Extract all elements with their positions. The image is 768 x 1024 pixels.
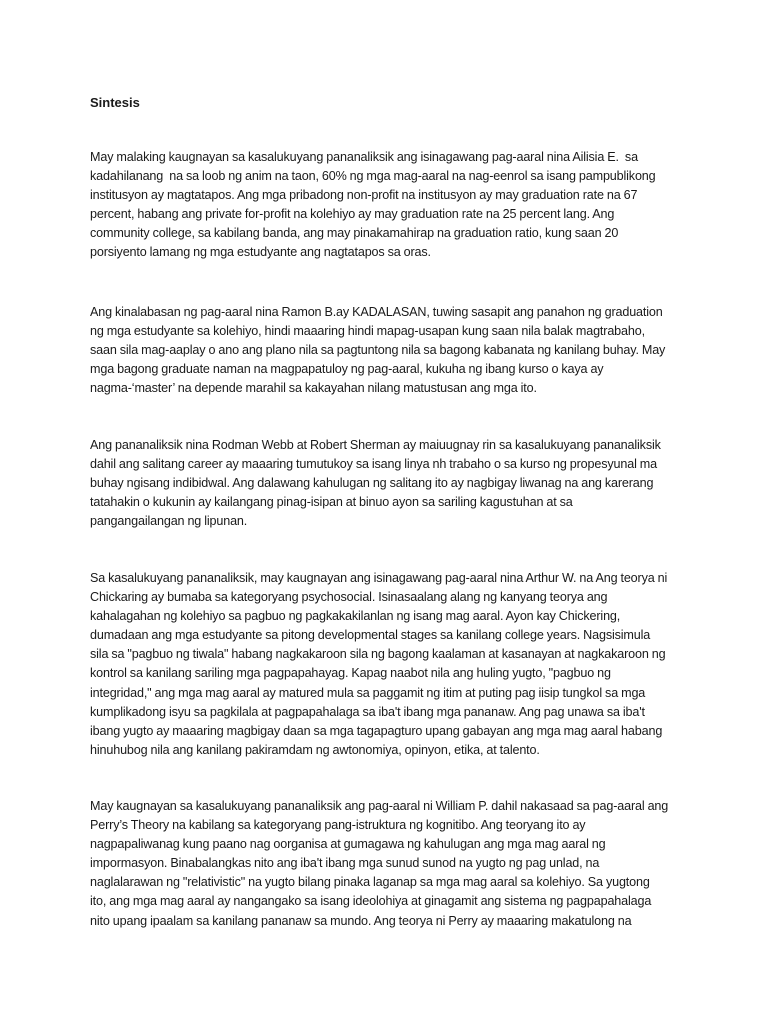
paragraph-2: Ang kinalabasan ng pag-aaral nina Ramon B.ay KADALASAN, tuwing sasapit ang panahon ng graduation ng mga estudyante sa kolehiyo, hindi maaaring hindi mapag-usapan kung saan nila balak magtrabaho, saan sila mag-aaplay o ano ang plano nila sa pagtuntong nila sa bagong kabanata ng kanilang buhay. May mga bagong graduate naman na magpapatuloy ng pag-aaral, kukuha ng ibang kurso o kaya ay nagma-‘master’ na depende marahil sa kakayahan nilang matustusan ang mga ito.: [90, 305, 666, 396]
paragraph-3: Ang pananaliksik nina Rodman Webb at Robert Sherman ay maiuugnay rin sa kasalukuyang pananaliksik dahil ang salitang career ay maaaring tumutukoy sa isang linya nh trabaho o sa kurso ng propesyunal ma buhay ngisang indibidwal. Ang dalawang kahulugan ng salitang ito ay nagbigay liwanag na ang karerang tatahakin o kukunin ay kailangang pinag-isipan at binuo ayon sa sariling kagustuhan at sa pangangailangan ng lipunan.: [90, 438, 661, 529]
document-heading: Sintesis: [90, 95, 140, 110]
paragraph-5: May kaugnayan sa kasalukuyang pananaliksik ang pag-aaral ni William P. dahil nakasaad sa pag-aaral ang Perry’s Theory na kabilang sa kategoryang pang-istruktura ng kognitibo. Ang teoryang ito ay nagpapaliwanag kung paano nag oorganisa at gumagawa ng kahulugan ang mga mag aaral ng impormasyon. Binabalangkas nito ang iba't ibang mga sunud sunod na yugto ng pag unlad, na naglalarawan ng "relativistic" na yugto bilang pinaka laganap sa mga mag aaral sa kolehiyo. Sa yugtong ito, ang mga mag aaral ay nangangako sa isang ideolohiya at ginagamit ang sistema ng pagpapahalaga nito upang ipaalam sa kanilang pananaw sa mundo. Ang teorya ni Perry ay maaaring makatulong na: [90, 799, 669, 928]
paragraph-1: May malaking kaugnayan sa kasalukuyang pananaliksik ang isinagawang pag-aaral nina Ailisia E. sa kadahilanang na sa loob ng anim na taon, 60% ng mga mag-aaral na nag-eenrol sa isang pampublikong institusyon ay magtatapos. Ang mga pribadong non-profit na institusyon ay may graduation rate na 67 percent, habang ang private for-profit na kolehiyo ay may graduation rate na 25 percent lang. Ang community college, sa kabilang banda, ang may pinakamahirap na graduation ratio, kung saan 20 porsiyento lamang ng mga estudyante ang nagtatapos sa oras.: [90, 150, 656, 260]
paragraph-4: Sa kasalukuyang pananaliksik, may kaugnayan ang isinagawang pag-aaral nina Arthur W. na Ang teorya ni Chickaring ay bumaba sa kategoryang psychosocial. Isinasaalang alang ng kanyang teorya ang kahalagahan ng kolehiyo sa pagbuo ng pagkakakilanlan ng isang mag aaral. Ayon kay Chickering, dumadaan ang mga estudyante sa pitong developmental stages sa kanilang college years. Nagsisimula sila sa "pagbuo ng tiwala" habang nagkakaroon sila ng bagong kaalaman at kasanayan at nagkakaroon ng kontrol sa kanilang sariling mga pagpapahayag. Kapag naabot nila ang huling yugto, "pagbuo ng integridad," ang mga mag aaral ay matured mula sa paggamit ng itim at puting pag iisip tungkol sa mga kumplikadong isyu sa pagkilala at pagpapahalaga sa iba't ibang mga pananaw. Ang pag unawa sa iba't ibang yugto ay maaaring magbigay daan sa mga tagapagturo upang gabayan ang mga mag aaral habang hinuhubog nila ang kanilang pakiramdam ng awtonomiya, opinyon, etika, at talento.: [90, 571, 668, 757]
